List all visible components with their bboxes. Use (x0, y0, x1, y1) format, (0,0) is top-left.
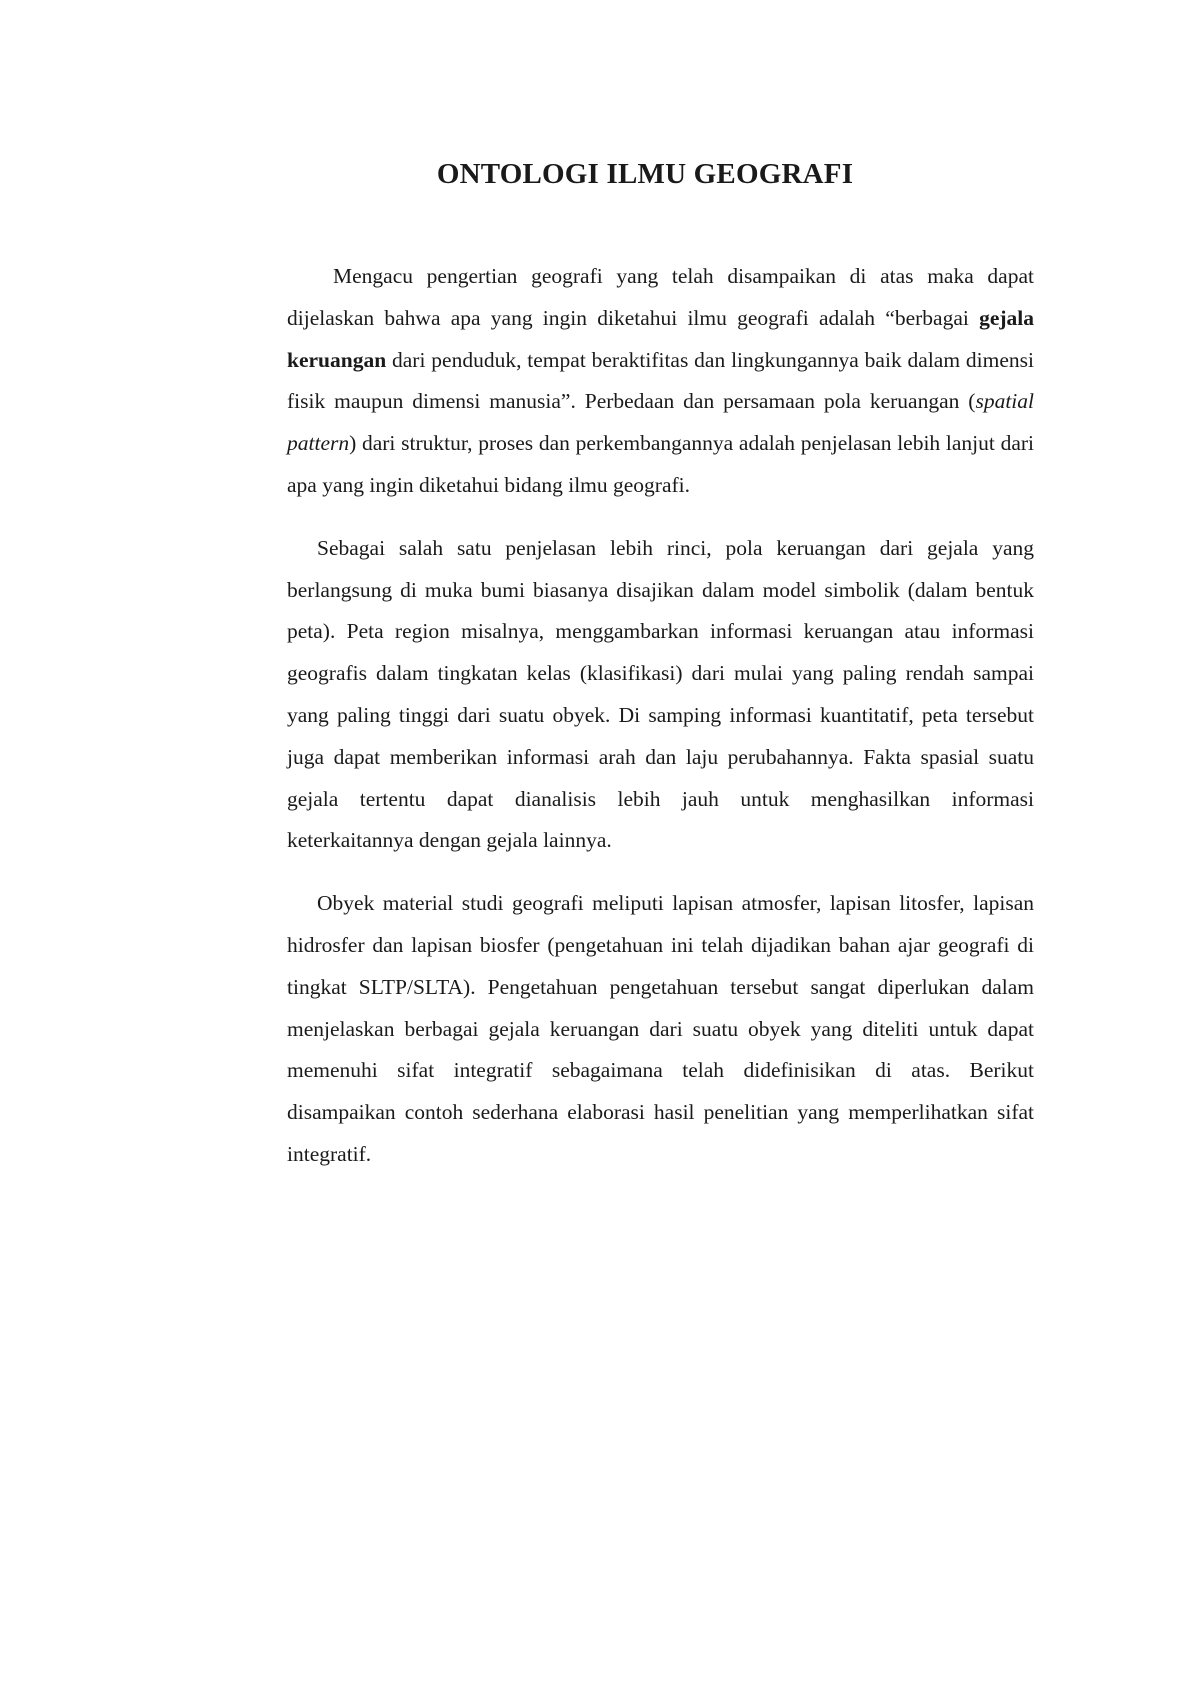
paragraph-1-italic-term: spatial pattern (287, 389, 1034, 456)
paragraph-1 (287, 256, 1034, 507)
page-title: ONTOLOGI ILMU GEOGRAFI (436, 158, 854, 190)
paragraph-1-text-end: ) dari struktur, proses dan perkembangannya adalah penjelasan lebih lanjut dari apa yang ingin diketahui bidang ilmu geografi. (287, 431, 1034, 497)
paragraph-2: Sebagai salah satu penjelasan lebih rinci, pola keruangan dari gejala yang berlangsung di muka bumi biasanya disajikan dalam model simbolik (dalam bentuk peta). Peta region misalnya, menggambarkan informasi keruangan atau informasi geografis dalam tingkatan kelas (klasifikasi) dari mulai yang paling rendah sampai yang paling tinggi dari suatu obyek. Di samping informasi kuantitatif, peta tersebut juga dapat memberikan informasi arah dan laju perubahannya. Fakta spasial suatu gejala tertentu dapat dianalisis lebih jauh untuk menghasilkan informasi keterkaitannya dengan gejala lainnya. (287, 535, 1034, 853)
document-body (287, 256, 1034, 1176)
paragraph-3: Obyek material studi geografi meliputi lapisan atmosfer, lapisan litosfer, lapisan hidrosfer dan lapisan biosfer (pengetahuan ini telah dijadikan bahan ajar geografi di tingkat SLTP/SLTA). Pengetahuan pengetahuan tersebut sangat diperlukan dalam menjelaskan berbagai gejala keruangan dari suatu obyek yang diteliti untuk dapat memenuhi sifat integratif sebagaimana telah didefinisikan di atas. Berikut disampaikan contoh sederhana elaborasi hasil penelitian yang memperlihatkan sifat integratif. (287, 891, 1034, 1166)
paragraph-1-text-middle: dari penduduk, tempat beraktifitas dan lingkungannya baik dalam dimensi fisik maupun dimensi manusia”. Perbedaan dan persamaan pola keruangan ( (287, 347, 1034, 414)
paragraph-1-bold-term: gejala keruangan (287, 305, 1034, 372)
paragraph-1-text-start: Mengacu pengertian geografi yang telah disampaikan di atas maka dapat dijelaskan bahwa apa yang ingin diketahui ilmu geografi adalah “berbagai (287, 264, 1034, 330)
